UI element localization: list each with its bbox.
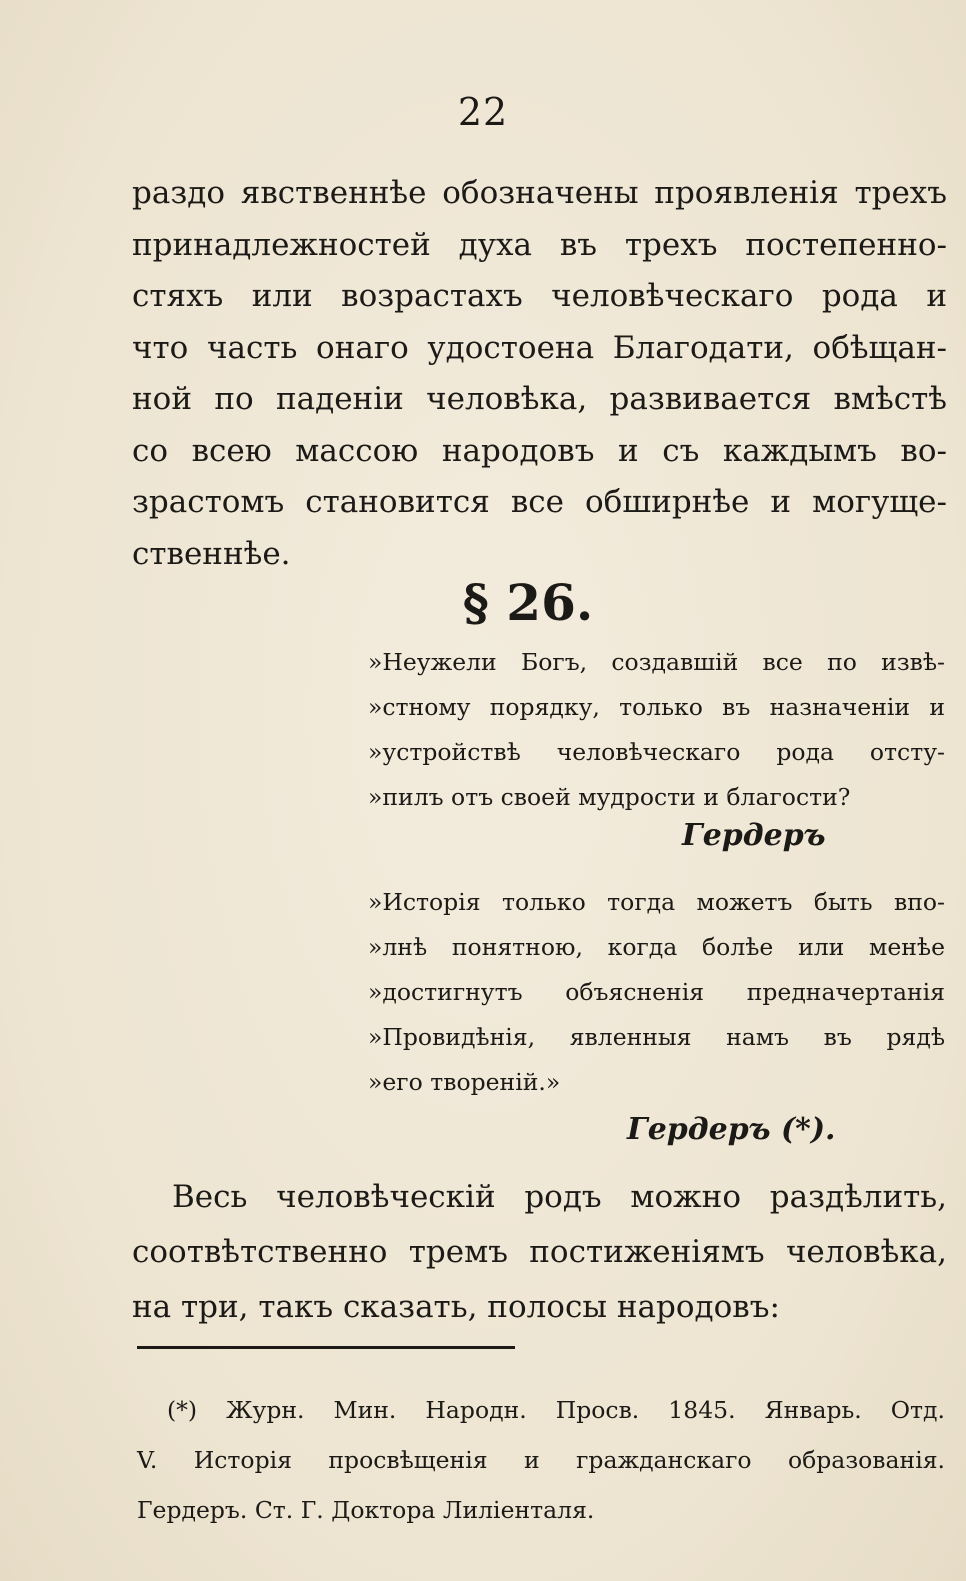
section-heading: § 26. [462,573,594,632]
quote-line: »устройствѣ человѣческаго рода отсту- [368,738,945,766]
paragraph-line: со всею массою народовъ и съ каждымъ во- [132,432,947,469]
paragraph-line: зрастомъ становится все обширнѣе и могуще- [132,484,947,520]
footnote-line: Гердеръ. Ст. Г. Доктора Лиліенталя. [137,1496,595,1524]
paragraph-line: раздо явственнѣе обозначены проявленія трехъ [132,175,947,211]
epigraph-quote-2 [368,880,945,1105]
quote-line: »пилъ отъ своей мудрости и благости? [368,783,851,811]
paragraph-main [132,1170,947,1335]
quote-line: »Исторія только тогда можетъ быть впо- [368,888,945,916]
footnote-line: V. Исторія просвѣщенія и гражданскаго образованія. [137,1446,945,1474]
quote-attribution-1: Гердеръ [682,818,826,853]
paragraph-line: Весь человѣческій родъ можно раздѣлить, [172,1179,947,1215]
quote-line: »Провидѣнія, явленныя намъ въ рядѣ [368,1023,945,1051]
paragraph-line: соотвѣтственно тремъ постиженіямъ человѣка, [132,1234,947,1270]
quote-line: »его твореній.» [368,1068,561,1096]
paragraph-line: ной по паденіи человѣка, развивается вмѣстѣ [132,381,947,417]
paragraph-line: принадлежностей духа въ трехъ постепенно- [132,226,947,263]
quote-line: »лнѣ понятною, когда болѣе или менѣе [368,933,945,961]
paragraph-line: что часть онаго удостоена Благодати, обѣщан- [132,329,947,366]
paragraph-line: ственнѣе. [132,535,291,572]
paragraph-continued [132,168,947,580]
page-number: 22 [457,90,509,134]
quote-attribution-2: Гердеръ (*). [627,1112,836,1147]
quote-line: »стному порядку, только въ назначеніи и [368,693,945,721]
paragraph-line: на три, такъ сказать, полосы народовъ: [132,1289,780,1325]
paragraph-line: стяхъ или возрастахъ человѣческаго рода и [132,278,947,314]
epigraph-quote-1 [368,640,945,820]
footnote-divider [137,1346,515,1349]
quote-line: »Неужели Богъ, создавшій все по извѣ- [368,648,945,676]
footnote-line: (*) Журн. Мин. Народн. Просв. 1845. Январь. Отд. [167,1396,945,1424]
quote-line: »достигнутъ объясненія предначертанія [368,978,945,1006]
footnote [137,1385,945,1535]
